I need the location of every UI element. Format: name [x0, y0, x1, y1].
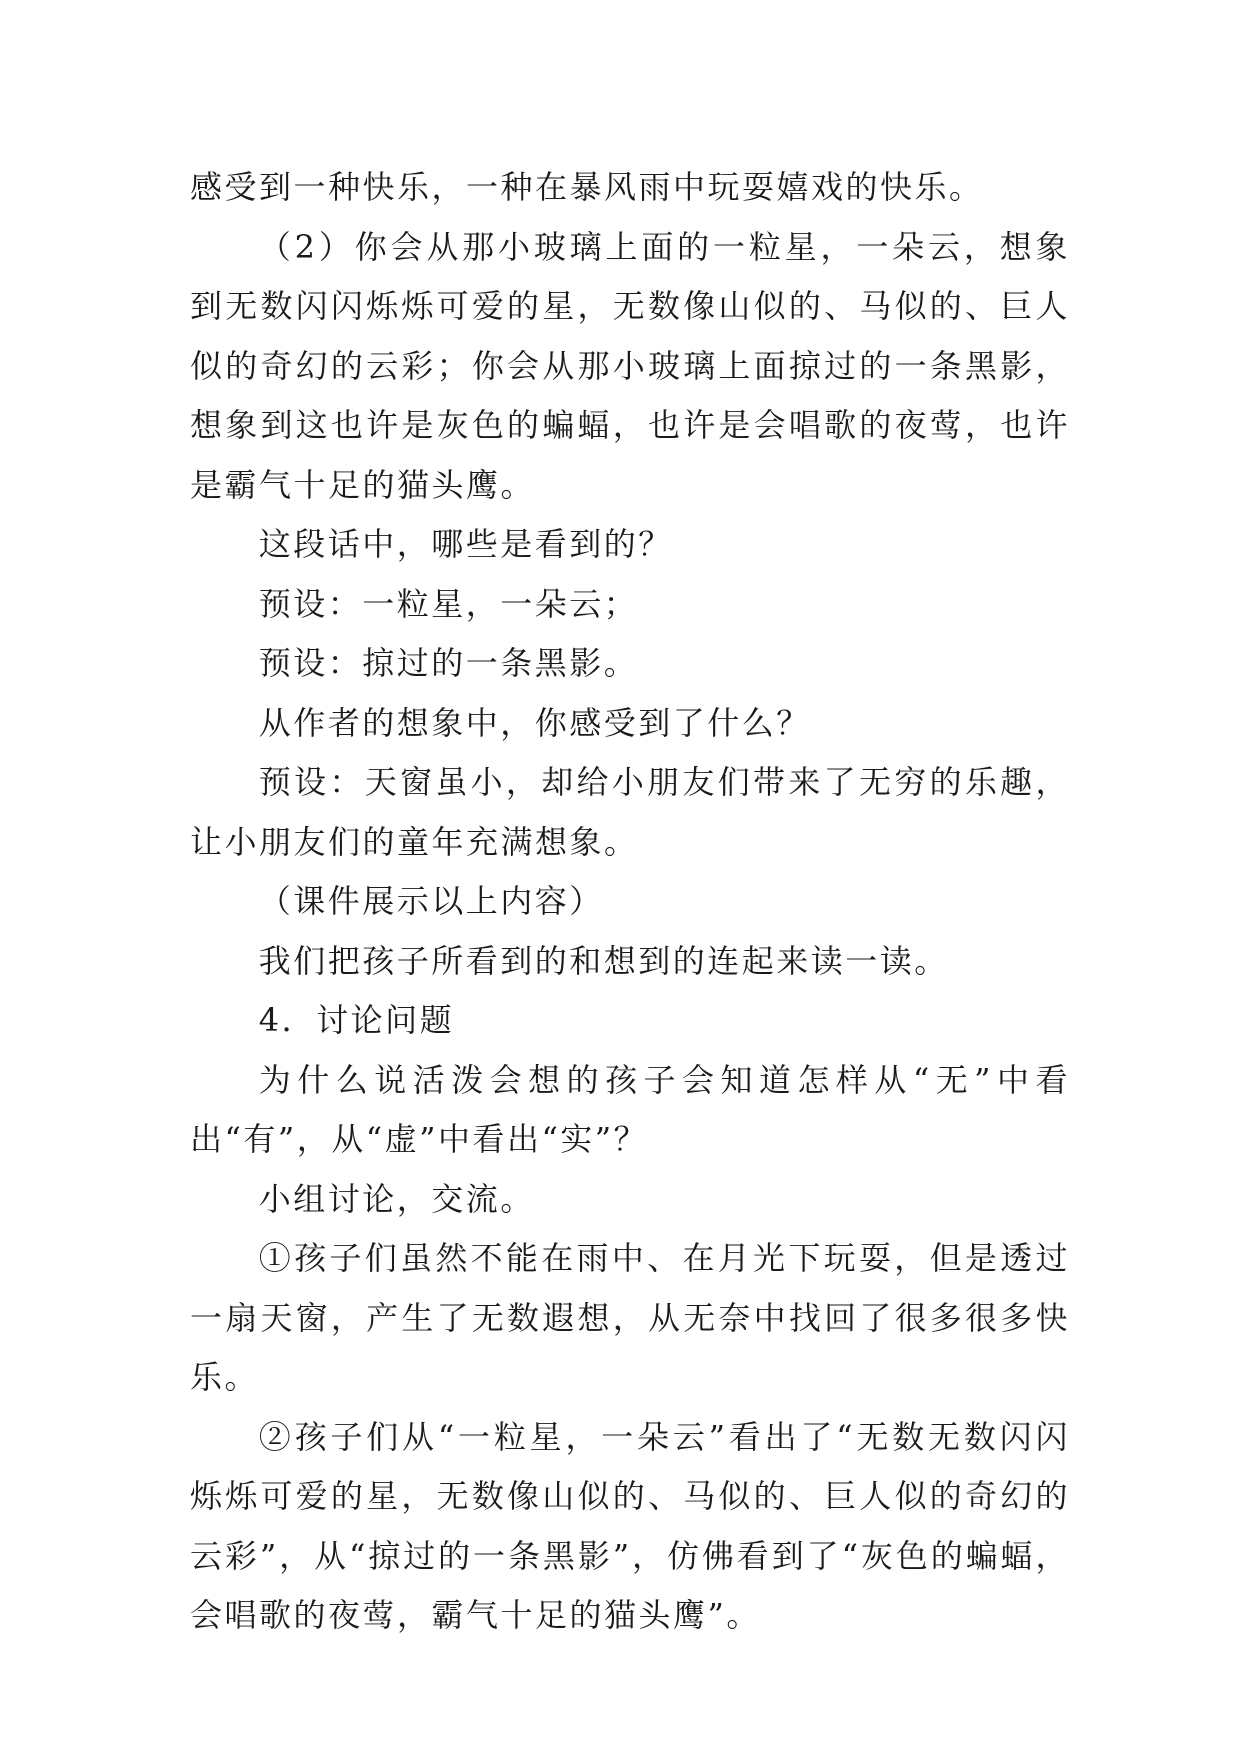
paragraph-question-feel: 从作者的想象中，你感受到了什么？ [258, 703, 811, 742]
paragraph-continuation: 感受到一种快乐，一种在暴风雨中玩耍嬉戏的快乐。 [190, 168, 984, 206]
paragraph-preset-1: 预设：一粒星，一朵云； [258, 584, 639, 623]
paragraph-group-discussion: 小组讨论，交流。 [258, 1179, 535, 1218]
paragraph-preset-3: 预设：天窗虽小，却给小朋友们带来了无穷的乐趣，让小朋友们的童年充满想象。 [190, 763, 1070, 861]
paragraph-point-2: ②孩子们从“一粒星，一朵云”看出了“无数无数闪闪烁烁可爱的星，无数像山似的、马似的、巨人似的奇幻的云彩”，从“掠过的一条黑影”，仿佛看到了“灰色的蝙蝠，会唱歌的夜莺，霸气十足的猫头鹰”。 [190, 1417, 1070, 1634]
section-heading-discussion: 4．讨论问题 [258, 1001, 455, 1039]
paragraph-discussion-question: 为什么说活泼会想的孩子会知道怎样从“无”中看出“有”，从“虚”中看出“实”？ [190, 1060, 1070, 1158]
body-text [190, 158, 1070, 1646]
paragraph-read-together: 我们把孩子所看到的和想到的连起来读一读。 [258, 941, 949, 980]
paragraph-point-1: ①孩子们虽然不能在雨中、在月光下玩耍，但是透过一扇天窗，产生了无数遐想，从无奈中找回了很多很多快乐。 [190, 1239, 1070, 1396]
paragraph-question-seen: 这段话中，哪些是看到的？ [258, 525, 673, 563]
paragraph-courseware-note: （课件展示以上内容） [258, 882, 604, 920]
paragraph-preset-2: 预设：掠过的一条黑影。 [258, 644, 639, 682]
paragraph-quote-2: （2）你会从那小玻璃上面的一粒星，一朵云，想象到无数闪闪烁烁可爱的星，无数像山似的、马似的、巨人似的奇幻的云彩；你会从那小玻璃上面掠过的一条黑影，想象到这也许是灰色的蝙蝠，也许是会唱歌的夜莺，也许是霸气十足的猫头鹰。 [190, 227, 1070, 504]
